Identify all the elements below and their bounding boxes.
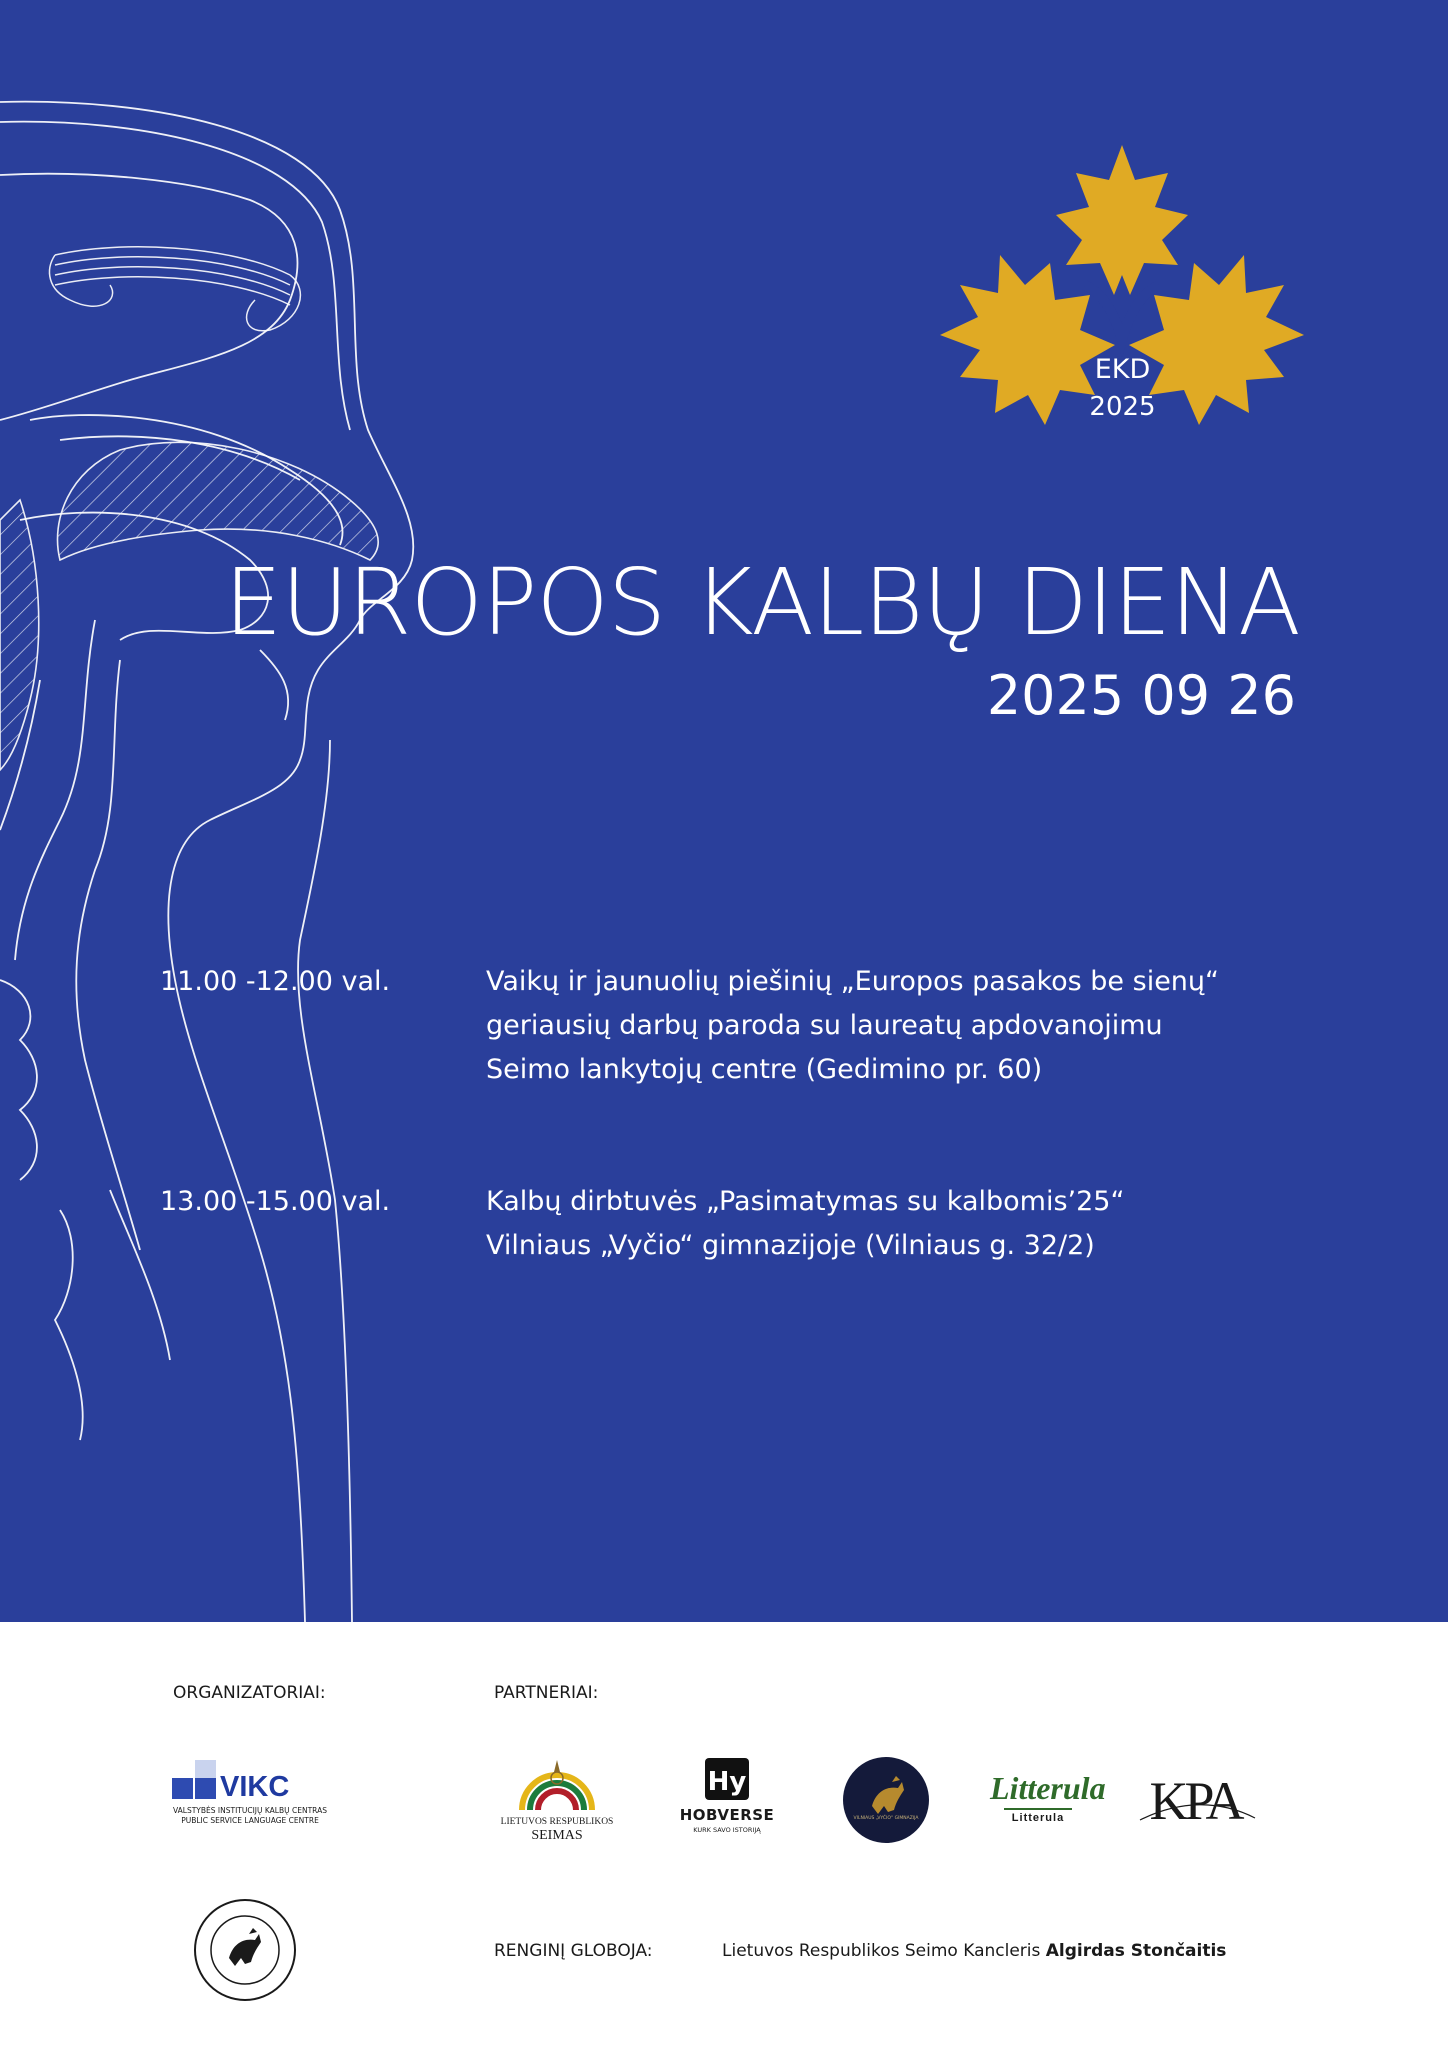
hobverse-mark-icon	[672, 1756, 782, 1802]
seimas-line-2: SEIMAS	[531, 1828, 583, 1843]
patron-name: Algirdas Stončaitis	[1045, 1941, 1227, 1961]
hobverse-logo[interactable]	[672, 1756, 782, 1846]
event-title: EUROPOS KALBŲ DIENA	[224, 549, 1300, 656]
vycio-text: VILNIAUS „VYČIO“ GIMNAZIJA	[853, 1816, 919, 1821]
seimas-line-1: LIETUVOS RESPUBLIKOS	[500, 1817, 614, 1827]
litterula-logo[interactable]	[990, 1762, 1106, 1844]
hobverse-tagline: KURK SAVO ISTORIJĄ	[693, 1826, 761, 1834]
event-1-time: 11.00 -12.00 val.	[160, 966, 391, 997]
event-1-line-2: geriausių darbų paroda su laureatų apdovanojimu	[486, 1010, 1163, 1041]
litterula-sub: Litterula	[1011, 1812, 1065, 1824]
event-1-line-1: Vaikų ir jaunuolių piešinių „Europos pasakos be sienų“	[486, 966, 1220, 997]
vikc-line-1: VALSTYBĖS INSTITUCIJŲ KALBŲ CENTRAS	[173, 1806, 327, 1815]
seimo-kanceliarija-seal[interactable]	[193, 1898, 297, 2002]
event-date: 2025 09 26	[986, 664, 1296, 727]
patron-statement	[722, 1940, 1226, 1962]
vikc-name: VIKC	[220, 1771, 290, 1803]
event-2-time: 13.00 -15.00 val.	[160, 1186, 391, 1217]
svg-text:Hy: Hy	[707, 1767, 747, 1797]
seal-vytis-icon	[193, 1898, 297, 2002]
seimas-emblem-icon	[492, 1752, 622, 1814]
kpa-name: KPA	[1149, 1771, 1241, 1831]
event-2-line-2: Vilniaus „Vyčio“ gimnazijoje (Vilniaus g. 32/2)	[486, 1230, 1095, 1261]
vikc-line-2: PUBLIC SERVICE LANGUAGE CENTRE	[181, 1816, 319, 1825]
patron-label: RENGINĮ GLOBOJA:	[494, 1941, 653, 1961]
seimas-logo[interactable]	[492, 1752, 622, 1848]
partners-label: PARTNERIAI:	[494, 1683, 599, 1703]
vikc-logo[interactable]	[170, 1760, 330, 1842]
litterula-name: Litterula	[990, 1770, 1106, 1806]
organizers-label: ORGANIZATORIAI:	[173, 1683, 326, 1703]
vycio-gimnazija-logo[interactable]	[842, 1756, 930, 1844]
event-2-line-1: Kalbų dirbtuvės „Pasimatymas su kalbomis’25“	[486, 1186, 1125, 1217]
vytis-knight-icon	[842, 1756, 930, 1844]
litterula-underline	[1004, 1808, 1072, 1810]
logo-abbreviation: EKD	[1094, 354, 1151, 385]
kpa-logo[interactable]	[1130, 1770, 1260, 1840]
hobverse-name: HOBVERSE	[679, 1806, 775, 1824]
kpa-swash-icon	[1130, 1770, 1260, 1840]
event-1-line-3: Seimo lankytojų centre (Gedimino pr. 60)	[486, 1054, 1043, 1085]
logo-year: 2025	[1089, 392, 1156, 422]
patron-text: Lietuvos Respublikos Seimo Kancleris	[722, 1941, 1046, 1961]
